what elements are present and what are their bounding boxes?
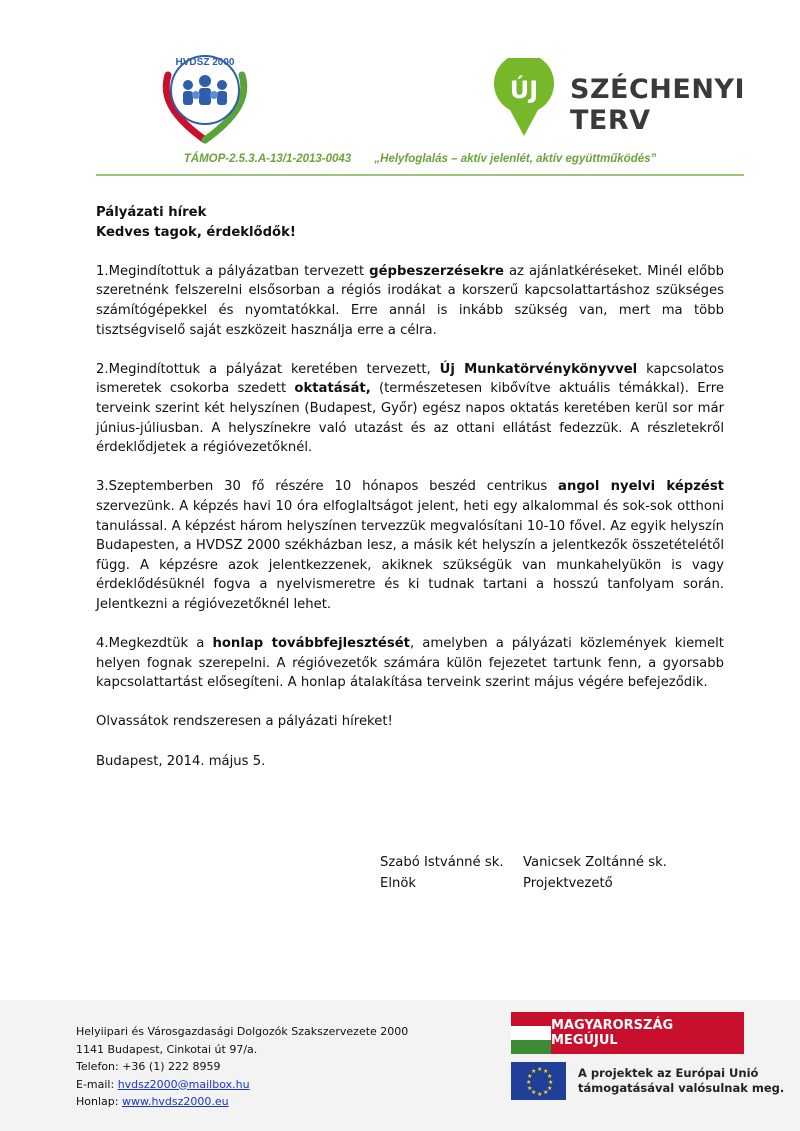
svg-text:★: ★ [526,1079,532,1086]
paragraph-4: 4.Megkezdtük a honlap továbbfejlesztését, amelyben a pályázati közlemények kiemelt helyen fognak szerepelni. A régióvezetők számára külön fejezetet tartunk fenn, a gyorsabb kapcsolattartást elősegíteni. A honlap átalakítása terveink szerint május végére befejeződik. [96,636,724,691]
footer-contact [76,1023,408,1111]
website-link[interactable]: www.hvdsz2000.eu [121,1095,229,1108]
header-divider [96,174,744,176]
closing-line: Olvassátok rendszeresen a pályázati híreket! [96,714,393,730]
szechenyi-terv-logo [490,58,750,148]
letter-date: Budapest, 2014. május 5. [96,753,266,769]
letter-greeting: Kedves tagok, érdeklődők! [96,224,296,240]
signature-chair [380,852,504,894]
svg-text:HVDSZ 2000: HVDSZ 2000 [175,57,235,68]
svg-text:ÚJ: ÚJ [509,76,539,104]
eu-flag-icon [511,1062,566,1100]
svg-text:★: ★ [527,1085,533,1092]
magyarorszag-megujul-banner [511,1012,744,1054]
footer-org: Helyiipari és Városgazdasági Dolgozók Szakszervezete 2000 [76,1025,409,1038]
signature-name: Vanicsek Zoltánné sk. [523,855,667,870]
hvdsz-logo [160,45,250,145]
eu-support-text: A projektek az Európai Unió támogatásával valósulnak meg. [578,1066,785,1095]
footer-phone: Telefon: +36 (1) 222 8959 [76,1060,221,1073]
svg-text:★: ★ [531,1068,537,1075]
signature-role: Elnök [380,876,417,891]
project-code: TÁMOP-2.5.3.A-13/1-2013-0043 [183,153,352,165]
paragraph-2: 2.Megindítottuk a pályázat keretében tervezett, Új Munkatörvénykönyvvel kapcsolatos ismeretek csokorba szedett oktatását, (természetesen kibővítve aktuális témákkal). Erre terveink szerint két helyszínen (Budapest, Győr) egész napos oktatás keretében kerül sor már június-júliusban. A helyszínekre való utazást és az ottani ellátást fedezzük. A részletekről érdeklődjetek a régióvezetőknél. [96,361,724,456]
hungarian-flag-icon [511,1012,551,1054]
paragraph-3: 3.Szeptemberben 30 fő részére 10 hónapos beszéd centrikus angol nyelvi képzést szervezünk. A képzés havi 10 óra elfoglaltságot jelent, heti egy alkalommal és sok-sok otthoni tanulással. A képzést három helyszínen tervezzük megvalósítani 10-10 fővel. Az egyik helyszín Budapesten, a HVDSZ 2000 székházban lesz, a másik két helyszín a jelentkezők összetételétől függ. A képzésre azok jelentkezzenek, akiknek szükségük van munkahelyükön is vagy érdeklődésüknél fogva a nyelvismeretre és ki tudnak tartani a hosszú tanfolyam során. Jelentkezni a régióvezetőknél lehet. [96,479,724,612]
paragraph-1: 1.Megindítottuk a pályázatban tervezett gépbeszerzésekre az ajánlatkéréseket. Minél előbb szeretnénk felszerelni elsősorban a régiós irodákat a korszerű kapcsolattartáshoz szükséges számítógépekkel és nyomtatókkal. Erre annál is inkább szükség van, mert ma több tisztségviselő saját eszközeit használja erre a célra. [96,263,724,338]
project-line [96,153,744,165]
signature-project-lead [523,852,667,894]
signature-name: Szabó Istvánné sk. [380,855,504,870]
svg-text:★: ★ [547,1085,553,1092]
svg-text:★: ★ [543,1089,549,1096]
banner-text: MAGYARORSZÁG MEGÚJUL [551,1012,744,1054]
svg-text:★: ★ [531,1089,537,1096]
svg-text:★: ★ [537,1091,543,1098]
svg-text:★: ★ [548,1079,554,1086]
svg-text:★: ★ [547,1073,553,1080]
footer-address: 1141 Budapest, Cinkotai út 97/a. [76,1042,258,1056]
signature-role: Projektvezető [523,876,613,891]
footer-email: E-mail: hvdsz2000@mailbox.hu [76,1077,250,1091]
email-link[interactable]: hvdsz2000@mailbox.hu [117,1077,250,1091]
project-title: „Helyfoglalás – aktív jelenlét, aktív együttműködés” [374,153,657,165]
svg-text:★: ★ [543,1068,549,1075]
letter-title: Pályázati hírek [96,205,207,220]
footer-web: Honlap: www.hvdsz2000.eu [76,1095,229,1108]
letter-body [96,203,724,791]
svg-text:★: ★ [537,1066,543,1073]
szechenyi-logo-text: SZÉCHENYI TERV [570,74,746,136]
svg-text:★: ★ [527,1073,533,1080]
